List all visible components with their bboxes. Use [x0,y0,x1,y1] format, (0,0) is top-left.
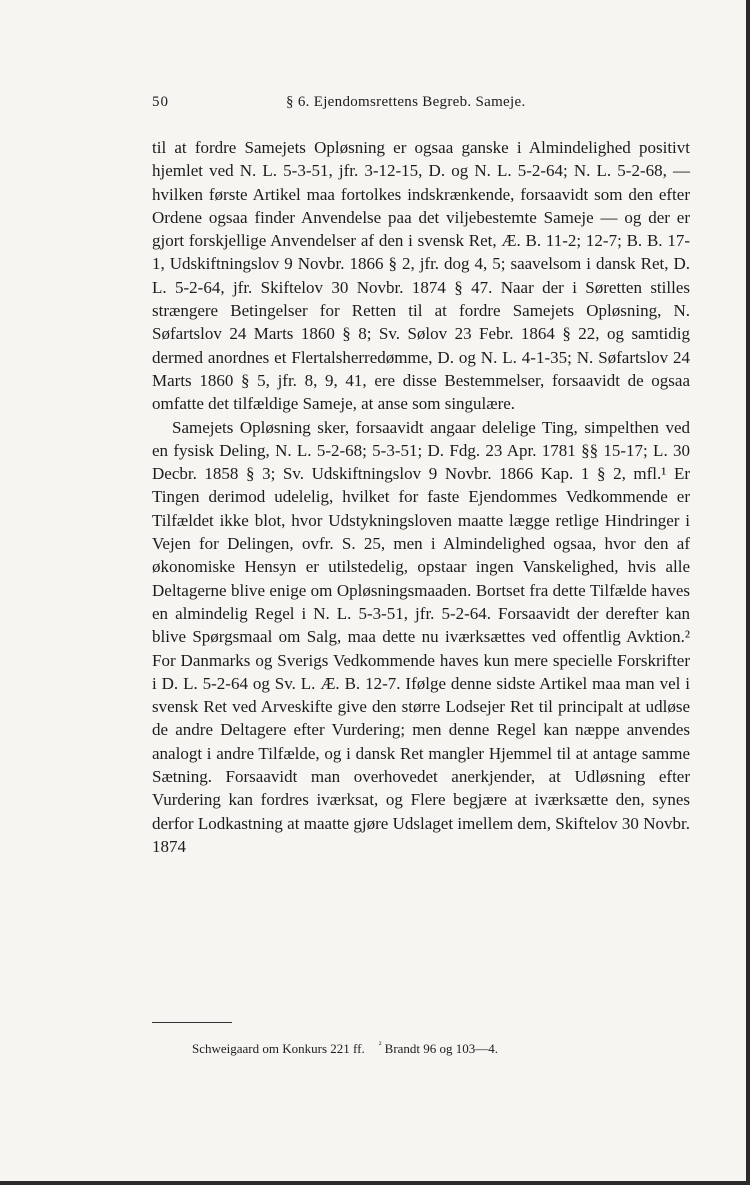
running-head: § 6. Ejendomsrettens Begreb. Sameje. [286,94,526,110]
scan-edge-bottom [0,1181,750,1185]
footnotes [192,1040,690,1057]
footnote [192,1041,365,1056]
page-header [152,94,690,116]
page-number: 50 [152,94,169,110]
paragraph: Samejets Opløsning sker, forsaavidt angaar delelige Ting, simpelthen ved en fysisk Deling, N. L. 5-2-68; 5-3-51; D. Fdg. 23 Apr. 1781 §§ 15-17; L. 30 Decbr. 1858 § 3; Sv. Udskiftningslov 9 Novbr. 1866 Kap. 1 § 2, mfl.¹ Er Tingen derimod udelelig, hvilket for faste Ejendommes Vedkommende er Tilfældet ikke blot, hvor Udstykningsloven maatte lægge retlige Hindringer i Vejen for Delingen, ovfr. S. 25, men i Almindelighed ogsaa, hvor den af økonomiske Hensyn er utilstedelig, opstaar ingen Vanskelighed, hvis alle Deltagerne blive enige om Opløsningsmaaden. Bortset fra dette Tilfælde haves en almindelig Regel i N. L. 5-3-51, jfr. 5-2-64. Forsaavidt der derefter kan blive Spørgsmaal om Salg, maa dette nu iværksættes ved offentlig Avktion.² For Danmarks og Sverigs Vedkommende haves kun mere specielle Forskrifter i D. L. 5-2-64 og Sv. L. Æ. B. 12-7. Ifølge denne sidste Artikel maa man vel i svensk Ret ved Arveskifte give den større Lodsejer Ret til principalt at udløse de andre Deltagere efter Vurdering; men denne Regel kan næppe anvendes analogt i andre Tilfælde, og i dansk Ret mangler Hjemmel til at antage samme Sætning. Forsaavidt man overhovedet anerkjender, at Udløsning efter Vurdering kan fordres iværksat, og Flere begjære at iværksætte den, synes derfor Lodkastning at maatte gjøre Udslaget imellem dem, Skiftelov 30 Novbr. 1874 [152,417,690,856]
footnote-text: Schweigaard om Konkurs 221 ff. [192,1041,365,1057]
footnote-text: Brandt 96 og 103—4. [384,1041,499,1057]
footnote-rule [152,1022,232,1023]
paragraph: til at fordre Samejets Opløsning er ogsaa ganske i Almindelighed positivt hjemlet ved N. L. 5-3-51, jfr. 3-12-15, D. og N. L. 5-2-64; N. L. 5-2-68, — hvilken første Artikel maa fortolkes indskrænkende, forsaavidt som den efter Ordene ogsaa finder Anvendelse paa det viljebestemte Sameje — og der er gjort forskjellige Anvendelser af den i svensk Ret, Æ. B. 11-2; 12-7; B. B. 17-1, Udskiftningslov 9 Novbr. 1866 § 2, jfr. dog 4, 5; saavelsom i dansk Ret, D. L. 5-2-64, jfr. Skiftelov 30 Novbr. 1874 § 47. Naar der i Søretten stilles strængere Betingelser for Retten til at fordre Samejets Opløsning, N. Søfartslov 24 Marts 1860 § 8; Sv. Sølov 23 Febr. 1864 § 22, og samtidig dermed anordnes et Flertalsherredømme, D. og N. L. 4-1-35; N. Søfartslov 24 Marts 1860 § 5, jfr. 8, 9, 41, ere disse Bestemmelser, forsaavidt de ogsaa omfatte det tilfældige Sameje, at anse som singulære. [152,138,690,414]
footnote [379,1041,498,1056]
footnote-marker: ² [378,1040,382,1050]
body-text [152,136,690,858]
scan-edge-right [746,0,750,1185]
